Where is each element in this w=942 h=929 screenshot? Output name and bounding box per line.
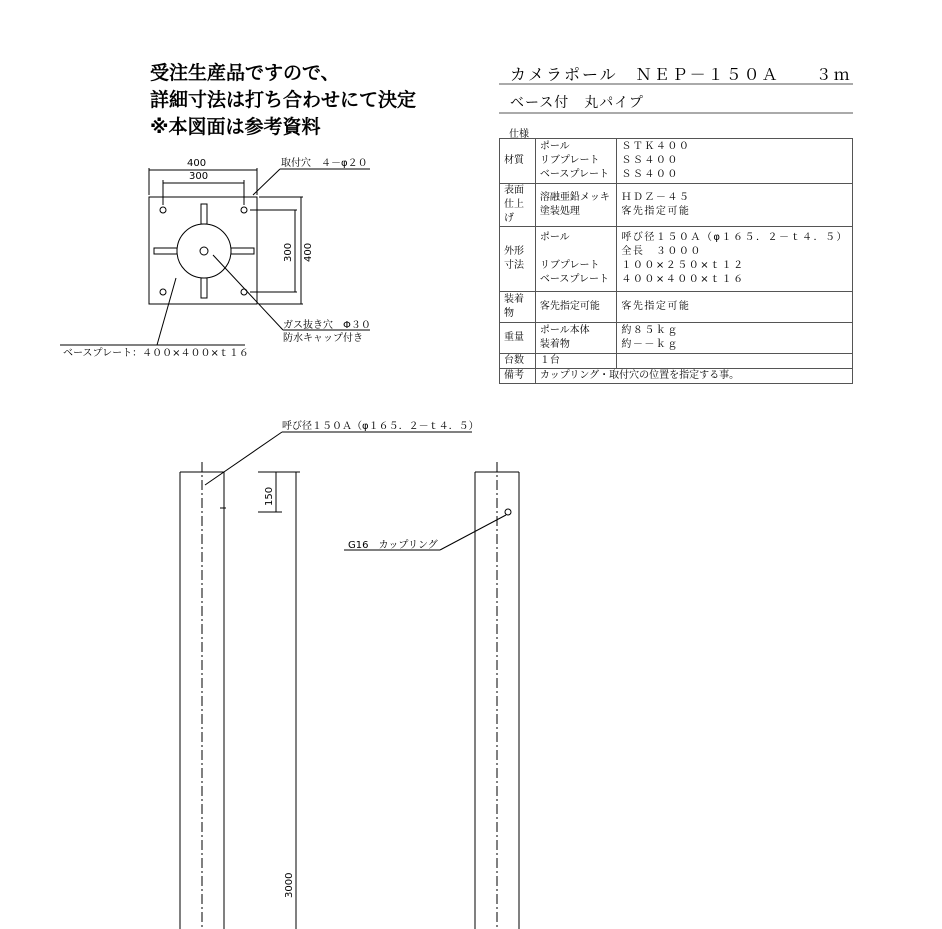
spec-item: ポール (539, 232, 570, 243)
spec-value: 約８５ｋｇ (621, 325, 679, 336)
product-title: カメラポール ＮＥＰ－１５０Ａ ３ｍ (510, 65, 852, 84)
mount-hole (160, 207, 166, 213)
dim-label-400-side: 400 (303, 242, 314, 262)
water-cap-label: 防水キャップ付き (283, 333, 363, 344)
spec-label: 重量 (500, 323, 536, 354)
spec-item: ベースプレート (539, 274, 609, 285)
coupling-label: G16 カップリング (348, 540, 438, 551)
spec-item: リブプレート (539, 155, 600, 166)
base-plate-label: ベースプレート：４００×４００×ｔ１６ (63, 348, 249, 359)
rib-left (154, 248, 177, 254)
mount-hole-label: 取付穴 ４－φ２０ (281, 158, 368, 169)
dim-label-3000: 3000 (284, 872, 295, 898)
spec-caption: 仕様 (509, 129, 529, 140)
spec-item: 塗装処理 (539, 206, 580, 217)
spec-item: カップリング・取付穴の位置を指定する事。 (535, 369, 852, 384)
dim-label-400-top: 400 (187, 158, 207, 169)
spec-item: 客先指定可能 (535, 292, 617, 323)
spec-item: ベースプレート (539, 169, 609, 180)
mount-hole (160, 289, 166, 295)
dim-label-300-top: 300 (189, 171, 209, 182)
spec-label: 備考 (500, 369, 536, 384)
rib-top (201, 204, 207, 224)
spec-item: １台 (535, 354, 617, 369)
spec-value: 客先指定可能 (621, 206, 691, 217)
spec-value: ４００×４００×ｔ１６ (621, 274, 745, 285)
spec-value: １００×２５０×ｔ１２ (621, 260, 745, 271)
coupling-mark (505, 509, 511, 515)
spec-value: 客先指定可能 (617, 292, 853, 323)
spec-item: ポール (539, 141, 570, 152)
notice-line-3: ※本図面は参考資料 (150, 116, 321, 138)
spec-value: ＨＤＺ－４５ (621, 192, 691, 203)
dim-label-150: 150 (264, 486, 275, 506)
spec-label: 装着物 (500, 292, 536, 323)
rib-right (231, 248, 254, 254)
pipe-callout-label: 呼び径１５０Ａ（φ１６５．２－ｔ４．５） (282, 421, 479, 432)
spec-value: ＳＳ４００ (621, 155, 679, 166)
spec-value: ＳＴＫ４００ (621, 141, 691, 152)
mount-hole (241, 207, 247, 213)
spec-label: 外形寸法 (500, 227, 536, 292)
product-subtitle: ベース付 丸パイプ (510, 95, 644, 111)
notice-line-2: 詳細寸法は打ち合わせにて決定 (150, 89, 417, 111)
spec-item: 装着物 (539, 339, 570, 350)
pole-section-circle (177, 224, 231, 278)
pole-center-mark (200, 247, 208, 255)
spec-value: 呼び径１５０Ａ（φ１６５．２－ｔ４．５） (621, 232, 848, 243)
rib-bottom (201, 278, 207, 298)
spec-item: リブプレート (539, 260, 600, 271)
spec-value: 全長 ３０００ (621, 246, 702, 257)
spec-value: ＳＳ４００ (621, 169, 679, 180)
base-plate-outline (149, 197, 257, 304)
leader-pipe (205, 432, 282, 485)
spec-label: 材質 (500, 139, 536, 184)
leader-base-plate (157, 278, 176, 345)
spec-value: 約－－ｋｇ (621, 339, 679, 350)
notice-line-1: 受注生産品ですので、 (150, 62, 340, 84)
spec-item: ポール本体 (539, 325, 590, 336)
spec-label: 台数 (500, 354, 536, 369)
spec-label: 表面仕上げ (500, 184, 536, 227)
dim-label-300-side: 300 (283, 242, 294, 262)
leader-coupling (440, 515, 506, 550)
spec-item: 溶融亜鉛メッキ (539, 192, 610, 203)
gas-hole-label: ガス抜き穴 Φ３０ (283, 320, 371, 331)
